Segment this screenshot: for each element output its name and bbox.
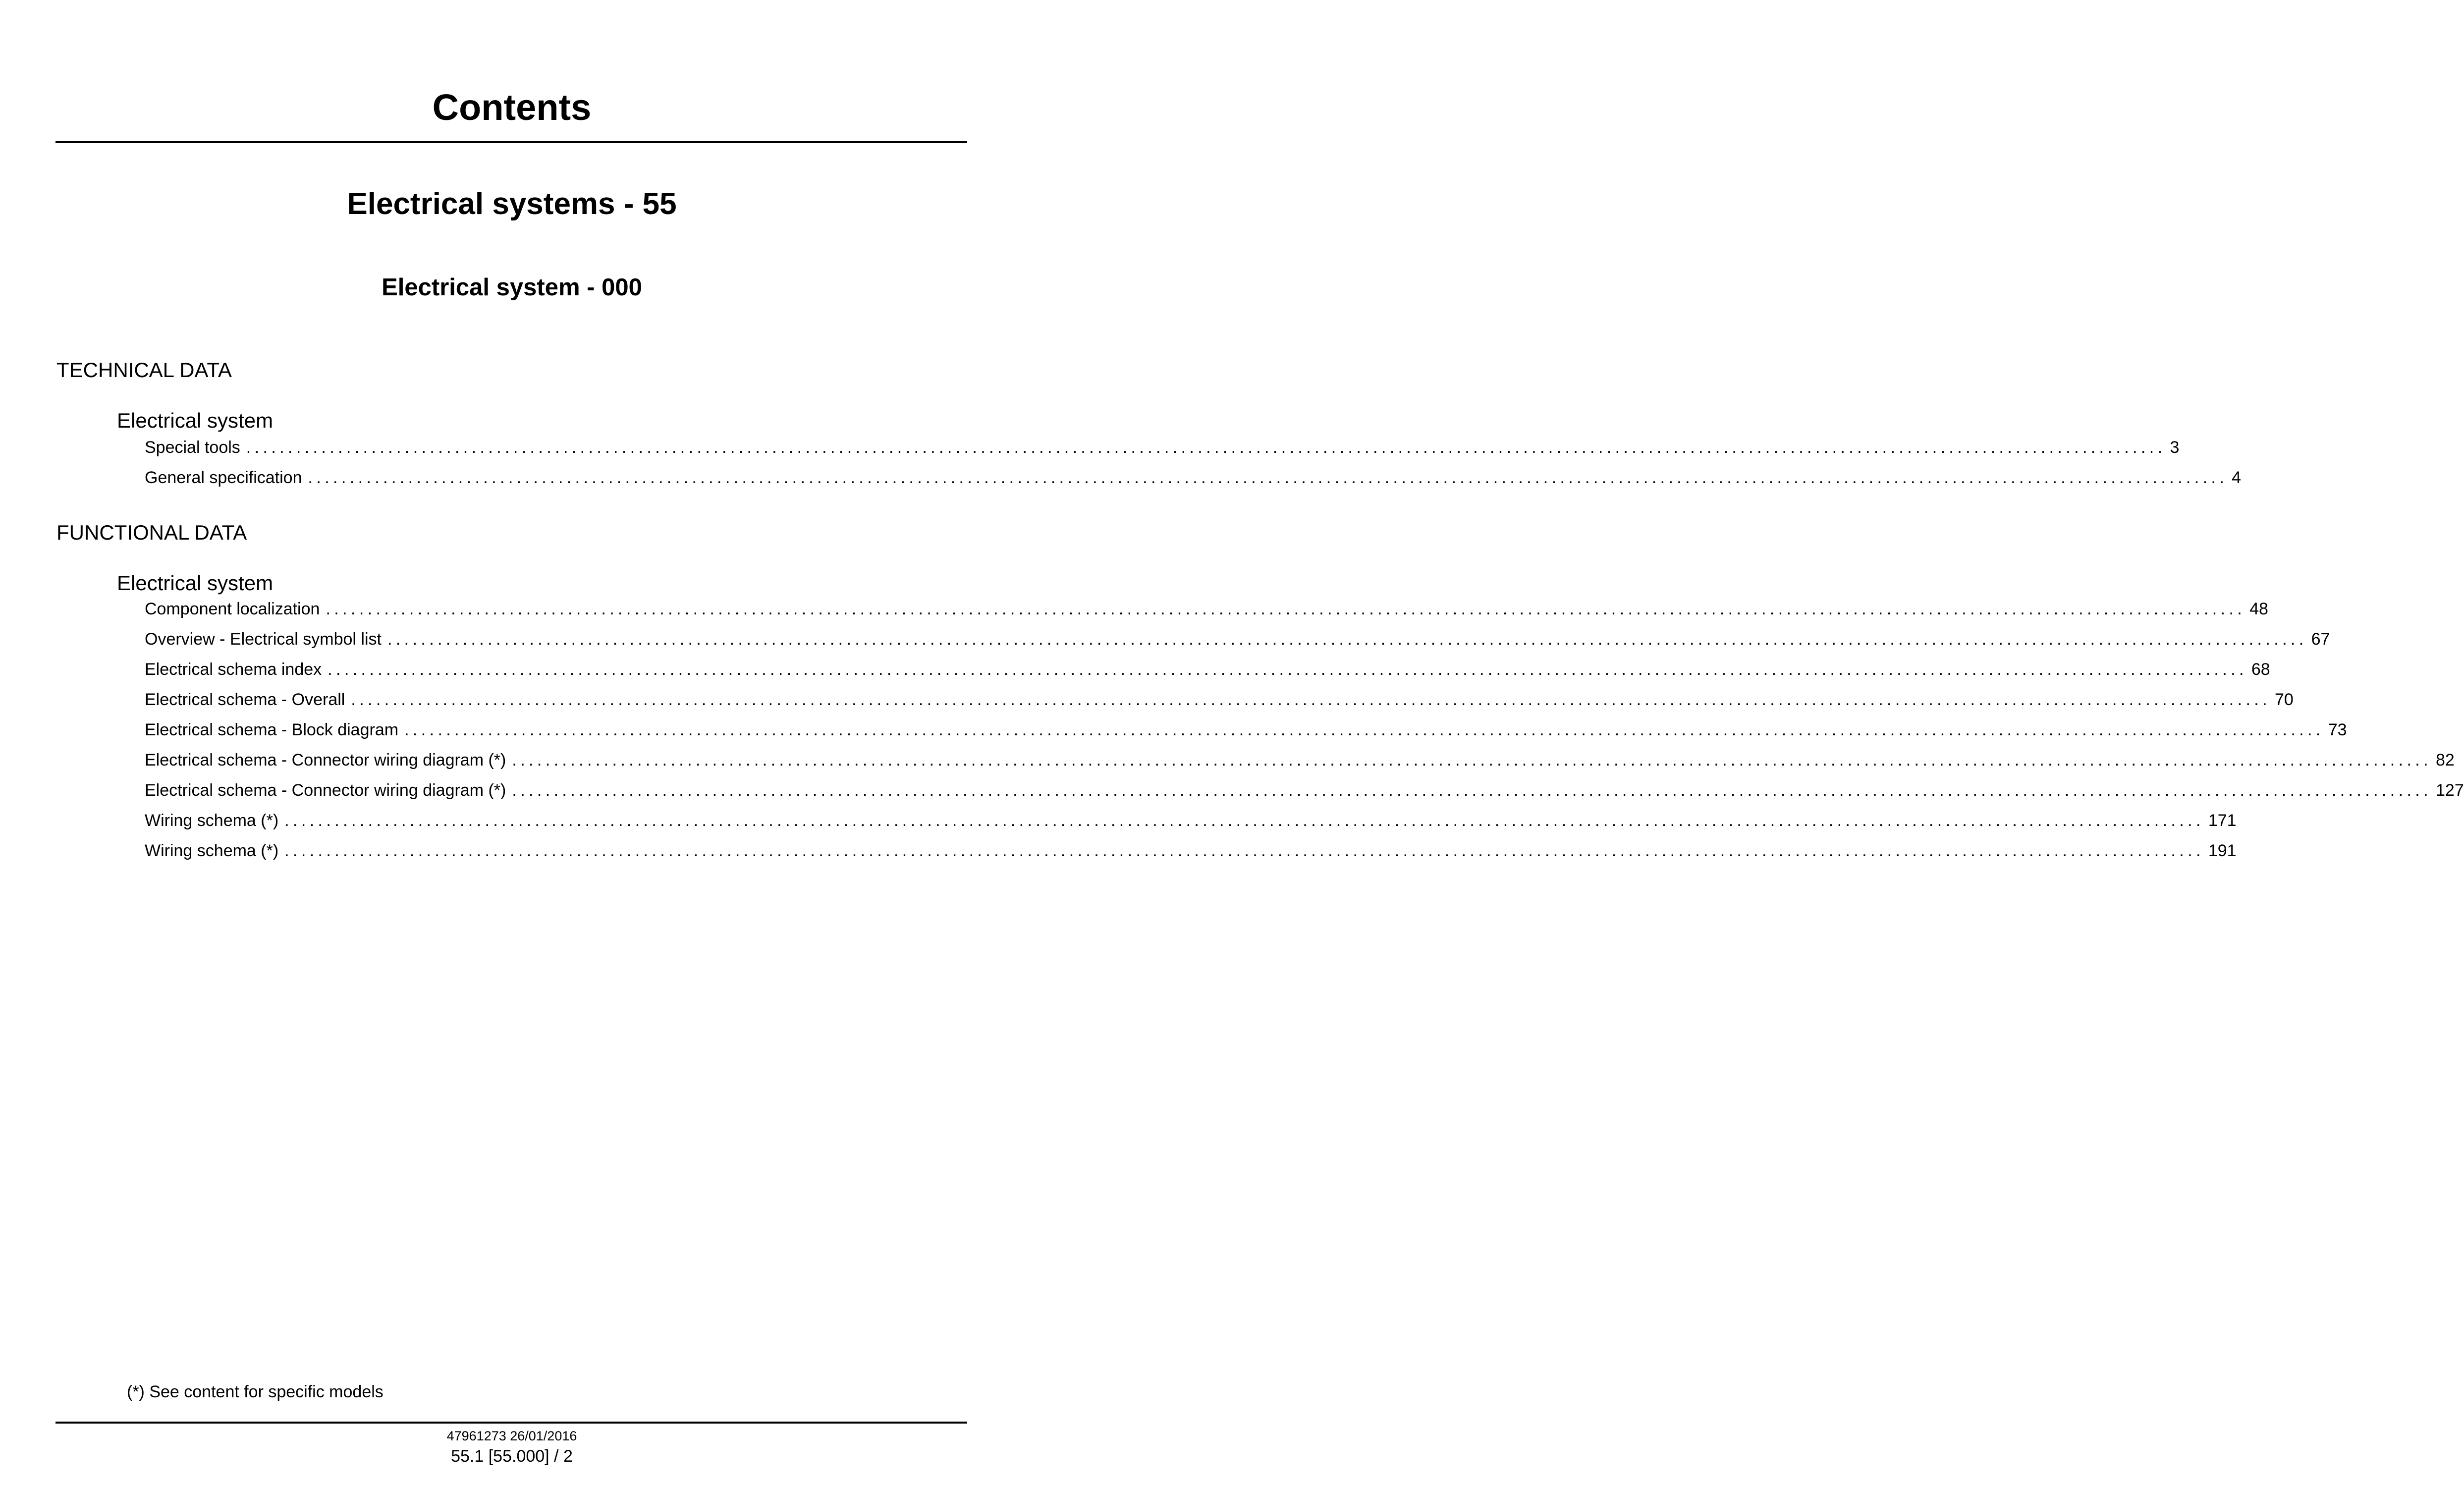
toc-entry-label: Electrical schema - Block diagram [145, 720, 399, 739]
toc-leader-dots: ...................................................................................................................................................................................................................................... [404, 720, 2324, 739]
toc-leader-dots: ...................................................................................................................................................................................................................................... [512, 781, 2432, 800]
toc-entry-page: 82 [2436, 751, 2455, 770]
toc-entry-page: 48 [2249, 600, 2268, 618]
toc-entry-page: 68 [2251, 660, 2270, 679]
toc-entry-link[interactable] [145, 749, 2455, 771]
toc-leader-dots: ...................................................................................................................................................................................................................................... [351, 690, 2271, 709]
toc-entry-link[interactable] [145, 718, 2347, 741]
toc-entry-page: 127 [2436, 781, 2464, 800]
toc-entry-link[interactable] [145, 779, 2464, 802]
group-heading-functional-data: FUNCTIONAL DATA [56, 521, 247, 544]
toc-entry-label: Electrical schema index [145, 660, 322, 679]
footer-document-reference: 47961273 26/01/2016 [446, 1429, 577, 1443]
toc-entry-label: Wiring schema (*) [145, 841, 279, 860]
toc-entry-link[interactable] [145, 688, 2294, 711]
toc-entry-label: Electrical schema - Overall [145, 690, 345, 709]
toc-entry-link[interactable] [145, 466, 2242, 489]
toc-entry-label: Electrical schema - Connector wiring diagram (*) [145, 781, 506, 800]
toc-entry-page: 171 [2208, 811, 2237, 830]
toc-leader-dots: ...................................................................................................................................................................................................................................... [284, 811, 2204, 830]
toc-entry-page: 70 [2275, 690, 2294, 709]
toc-entry-label: Overview - Electrical symbol list [145, 630, 382, 649]
toc-leader-dots: ...................................................................................................................................................................................................................................... [328, 660, 2247, 679]
toc-entry-label: Special tools [145, 438, 240, 457]
toc-leader-dots: ...................................................................................................................................................................................................................................... [284, 841, 2204, 860]
toc-leader-dots: ...................................................................................................................................................................................................................................... [326, 600, 2246, 618]
toc-entry-label: General specification [145, 468, 302, 487]
section-title: Electrical systems - 55 [347, 187, 677, 221]
footer-rule [55, 1422, 967, 1424]
footer-page-reference: 55.1 [55.000] / 2 [451, 1447, 573, 1466]
topic-heading-electrical-system: Electrical system [117, 409, 274, 432]
toc-leader-dots: ...................................................................................................................................................................................................................................... [512, 751, 2432, 770]
toc-leader-dots: ...................................................................................................................................................................................................................................... [387, 630, 2307, 649]
toc-entry-link[interactable] [145, 809, 2237, 832]
toc-entry-page: 67 [2311, 630, 2330, 649]
toc-leader-dots: ...................................................................................................................................................................................................................................... [308, 468, 2228, 487]
toc-entry-label: Component localization [145, 600, 320, 618]
toc-entry-page: 3 [2170, 438, 2180, 457]
toc-entry-link[interactable] [145, 436, 2180, 459]
toc-entry-label: Wiring schema (*) [145, 811, 279, 830]
toc-leader-dots: ...................................................................................................................................................................................................................................... [246, 438, 2166, 457]
toc-entry-label: Electrical schema - Connector wiring diagram (*) [145, 751, 506, 770]
footnote: (*) See content for specific models [127, 1382, 383, 1401]
header-rule [55, 141, 967, 143]
toc-entry-link[interactable] [145, 598, 2268, 620]
toc-entry-page: 191 [2208, 841, 2237, 860]
toc-entry-link[interactable] [145, 628, 2330, 651]
group-heading-technical-data: TECHNICAL DATA [56, 358, 232, 382]
toc-entry-page: 4 [2232, 468, 2242, 487]
toc-entry-page: 73 [2328, 720, 2347, 739]
toc-entry-link[interactable] [145, 658, 2270, 681]
page-title: Contents [432, 87, 592, 128]
toc-entry-link[interactable] [145, 839, 2237, 862]
subsection-title: Electrical system - 000 [382, 274, 642, 301]
topic-heading-electrical-system: Electrical system [117, 571, 274, 595]
